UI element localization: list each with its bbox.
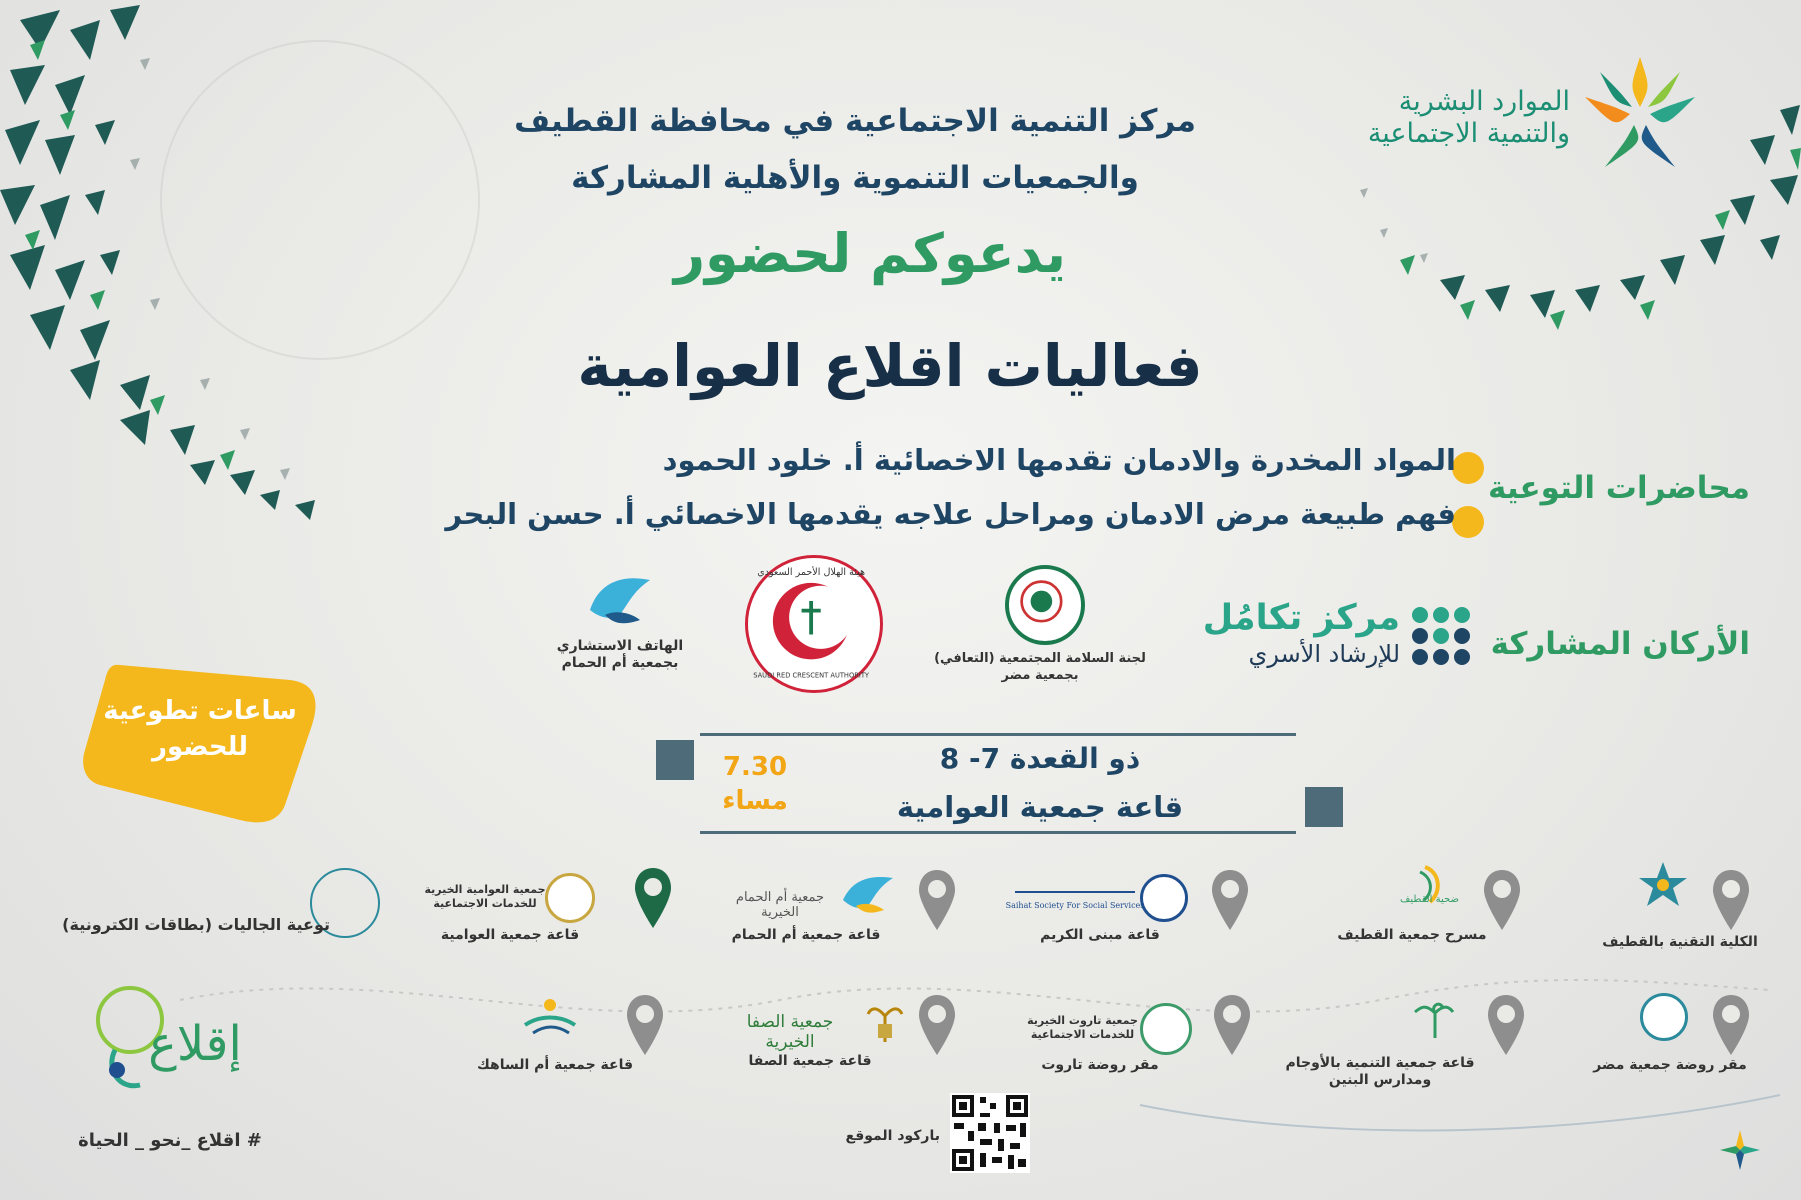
location-pin-icon[interactable]: [917, 868, 957, 934]
ministry-name-line2: والتنمية الاجتماعية: [1367, 118, 1570, 149]
event-time-period: مساء: [722, 786, 788, 816]
dove-logo: [580, 570, 660, 630]
event-time: [710, 750, 800, 818]
location-label: مقر روضة تاروت: [1041, 1057, 1159, 1073]
umm-alhamam-logo: [838, 870, 898, 918]
decor-square: [656, 740, 694, 780]
location-label: قاعة جمعية أم الساهك: [476, 1057, 634, 1073]
red-crescent-english: SAUDI RED CRESCENT AUTHORITY: [753, 671, 870, 680]
location-pin-icon[interactable]: [1210, 868, 1250, 934]
ministry-star-icon: [1715, 1125, 1765, 1175]
ministry-star-logo: [1555, 52, 1725, 182]
decor-square: [1305, 787, 1343, 827]
location-label: قاعة جمعية أم الحمام: [731, 927, 881, 943]
expat-awareness-label: توعية الجاليات (بطاقات الكترونية): [62, 915, 330, 934]
location-label: مقر روضة جمعية مضر: [1593, 1057, 1747, 1073]
event-venue: قاعة جمعية العوامية: [896, 790, 1184, 824]
umm-alsahek-logo: [515, 995, 585, 1045]
invitation-text: يدعوكم لحضور: [673, 222, 1067, 285]
umm-alhamam-logo-text: جمعية أم الحمام الخيرية: [735, 890, 825, 920]
route-path: [180, 960, 1770, 1040]
organizer-line-2: والجمعيات التنموية والأهلية المشاركة: [571, 160, 1139, 196]
awamiya-logo-line2: للخدمات الاجتماعية: [433, 897, 537, 910]
awjam-society-logo: [1385, 998, 1455, 1043]
qatif-society-logo: [1380, 862, 1459, 912]
location-pin-icon[interactable]: [625, 993, 665, 1059]
volunteer-line2: للحضور: [151, 732, 248, 762]
iqlaa-brand-logo: [75, 975, 250, 1100]
lectures-label: محاضرات التوعية: [1488, 470, 1750, 506]
divider: [700, 831, 1296, 834]
lecture-item: المواد المخدرة والادمان تقدمها الاخصائية أ. خلود الحمود: [662, 443, 1456, 477]
tarout-logo-line1: جمعية تاروت الخيرية: [1027, 1014, 1138, 1027]
location-pin-icon[interactable]: [1212, 993, 1252, 1059]
red-crescent-logo: [745, 555, 883, 693]
ministry-name-line1: الموارد البشرية: [1398, 86, 1570, 117]
location-label: قاعة جمعية الصفا: [748, 1053, 872, 1069]
event-date: ذو القعدة 7- 8: [939, 742, 1141, 775]
tarout-society-logo-text: [1025, 1014, 1140, 1042]
event-title: فعاليات اقلاع العوامية: [577, 332, 1203, 400]
hotline-caption-line1: الهاتف الاستشاري: [556, 638, 684, 654]
tarout-society-logo: [1140, 1003, 1192, 1055]
qr-code[interactable]: [950, 1093, 1030, 1173]
location-label: الكلية التقنية بالقطيف: [1602, 934, 1758, 950]
mudar-society-logo: [1640, 993, 1688, 1041]
location-pin-icon[interactable]: [1711, 868, 1751, 934]
location-pin-icon[interactable]: [1711, 993, 1751, 1059]
iqlaa-brand-text: إقلاع: [148, 1016, 242, 1072]
volunteer-line1: ساعات تطوعية: [103, 696, 297, 726]
event-time-value: 7.30: [722, 752, 788, 782]
partners-label: الأركان المشاركة: [1490, 626, 1750, 662]
saihat-society-name: [1005, 878, 1145, 918]
saihat-society-logo: [1140, 874, 1188, 922]
volunteer-hours-text: [95, 693, 305, 765]
awamiya-logo-line1: جمعية العوامية الخيرية: [424, 883, 546, 896]
safety-committee-caption: [920, 650, 1160, 684]
location-pin-icon[interactable]: [1482, 868, 1522, 934]
divider: [700, 733, 1296, 736]
location-label: مسرح جمعية القطيف: [1337, 927, 1487, 943]
takamol-dots-icon: [1410, 605, 1472, 667]
location-pin-icon-active[interactable]: [633, 866, 673, 932]
awamiya-society-logo: [545, 873, 595, 923]
hotline-caption: [540, 638, 700, 672]
bullet-dot: [1452, 452, 1484, 484]
organizer-line-1: مركز التنمية الاجتماعية في محافظة القطيف: [514, 103, 1196, 139]
location-label: قاعة جمعية العوامية: [440, 927, 580, 943]
safa-society-logo: [860, 998, 910, 1046]
saihat-society-logo-text: Saihat Society For Social Services: [1005, 901, 1145, 910]
hotline-caption-line2: بجمعية أم الحمام: [561, 655, 679, 671]
red-crescent-arabic: هيئة الهلال الأحمر السعودي: [757, 567, 866, 579]
qr-label: باركود الموقع: [845, 1128, 940, 1144]
background-emblem: [160, 40, 480, 360]
awjam-label-line2: ومدارس البنين: [1328, 1072, 1432, 1088]
technical-college-logo: [1635, 858, 1691, 918]
takamol-name: مركز تكامُل: [1202, 598, 1400, 638]
qatif-society-logo-text: ضحية القطيف: [1400, 894, 1459, 905]
awamiya-society-logo-text: [420, 883, 550, 911]
lecture-item: فهم طبيعة مرض الادمان ومراحل علاجه يقدمها الاخصائي أ. حسن البحر: [445, 497, 1456, 531]
location-pin-icon[interactable]: [917, 993, 957, 1059]
bullet-dot: [1452, 506, 1484, 538]
safety-committee-logo: [1005, 565, 1085, 645]
location-label: [1280, 1055, 1480, 1089]
hashtag: # اقلاع _نحو _ الحياة: [78, 1130, 262, 1151]
safa-society-logo-text: جمعية الصفا الخيرية: [746, 1012, 834, 1052]
safety-caption-line2: بجمعية مضر: [1001, 668, 1079, 683]
takamol-subtitle: للإرشاد الأسري: [1248, 640, 1400, 668]
location-label: قاعة مبنى الكريم: [1040, 927, 1160, 943]
location-pin-icon[interactable]: [1486, 993, 1526, 1059]
awjam-label-line1: قاعة جمعية التنمية بالأوجام: [1285, 1055, 1475, 1071]
safety-caption-line1: لجنة السلامة المجتمعية (التعافي): [934, 651, 1146, 666]
route-path: [1140, 1085, 1780, 1145]
tarout-logo-line2: للخدمات الاجتماعية: [1030, 1028, 1135, 1041]
ministry-name: [1270, 86, 1570, 150]
